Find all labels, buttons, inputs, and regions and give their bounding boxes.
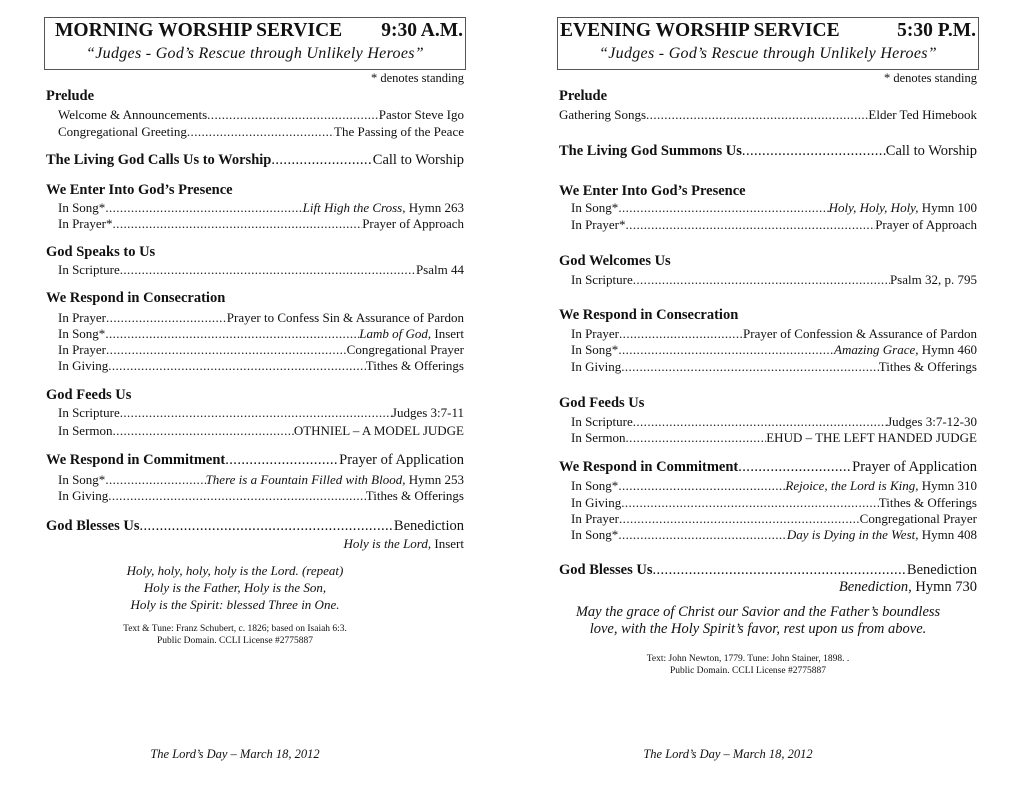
morning-hymn-line: Holy is the Father, Holy is the Son, (143, 580, 327, 595)
evening-call-to-worship: The Living God Summons Us ..... Call to Worship (559, 143, 977, 160)
evening-consecration-item: In Prayer ..... Prayer of Confession & Assurance of Pardon (571, 326, 977, 342)
evening-title: EVENING WORSHIP SERVICE (560, 20, 840, 41)
morning-title: MORNING WORSHIP SERVICE (55, 20, 343, 41)
evening-consecration-item: In Giving ..... Tithes & Offerings (571, 359, 977, 375)
morning-hymn-line: Holy, holy, holy, holy is the Lord. (repeat) (126, 563, 344, 578)
morning-prelude-heading: Prelude (46, 88, 95, 104)
morning-enter-heading: We Enter Into God’s Presence (46, 182, 233, 198)
evening-feeds-heading: God Feeds Us (559, 395, 645, 411)
evening-commitment-item: In Song* ..... Rejoice, the Lord is King, Hymn 310 (571, 478, 977, 494)
evening-feeds-item: In Sermon ..... EHUD – THE LEFT HANDED JUDGE (571, 430, 977, 446)
evening-consecration-item: In Song* ..... Amazing Grace, Hymn 460 (571, 342, 977, 358)
evening-commitment-item: In Prayer ..... Congregational Prayer (571, 511, 977, 527)
evening-commitment-item: In Song* ..... Day is Dying in the West, Hymn 408 (571, 527, 977, 543)
morning-benediction: God Blesses Us ..... Benediction (46, 518, 464, 535)
morning-feeds-item: In Sermon ..... OTHNIEL – A MODEL JUDGE (58, 423, 464, 439)
morning-consecration-item: In Prayer ..... Prayer to Confess Sin & Assurance of Pardon (58, 310, 464, 326)
evening-time: 5:30 P.M. (897, 20, 976, 41)
evening-benediction: God Blesses Us ..... Benediction (559, 562, 977, 579)
morning-commitment-item: In Song* ..... There is a Fountain Filled with Blood, Hymn 253 (58, 472, 464, 488)
evening-hymn-credit: Text: John Newton, 1779. Tune: John Stainer, 1898. . (646, 654, 850, 664)
evening-blessing-line: May the grace of Christ our Savior and the Father’s boundless (575, 604, 941, 620)
evening-commitment-heading: We Respond in Commitment ..... Prayer of Application (559, 459, 977, 476)
morning-footer-date: The Lord’s Day – March 18, 2012 (150, 747, 320, 761)
evening-consecration-heading: We Respond in Consecration (559, 307, 739, 323)
morning-consecration-item: In Song* ..... Lamb of God, Insert (58, 326, 464, 342)
evening-welcomes-item: In Scripture ..... Psalm 32, p. 795 (571, 272, 977, 288)
evening-blessing-line: love, with the Holy Spirit’s favor, rest upon us from above. (589, 621, 927, 637)
morning-standing-note: * denotes standing (370, 71, 464, 85)
morning-commitment-heading: We Respond in Commitment ..... Prayer of Application (46, 452, 464, 469)
evening-sermon-series: “Judges - God’s Rescue through Unlikely Heroes” (599, 45, 937, 62)
evening-header-box (557, 17, 979, 70)
evening-enter-item: In Song* ..... Holy, Holy, Holy, Hymn 100 (571, 200, 977, 216)
morning-call-to-worship: The Living God Calls Us to Worship ..... Call to Worship (46, 152, 464, 169)
morning-prelude-item: Welcome & Announcements ..... Pastor Steve Igo (58, 107, 464, 123)
morning-hymn-credit: Text & Tune: Franz Schubert, c. 1826; based on Isaiah 6:3. (123, 624, 347, 634)
morning-benediction-song: Holy is the Lord, Insert (343, 536, 464, 551)
evening-prelude-item: Gathering Songs ..... Elder Ted Himebook (559, 107, 977, 123)
morning-time: 9:30 A.M. (381, 20, 463, 41)
evening-enter-heading: We Enter Into God’s Presence (559, 183, 746, 199)
evening-footer-date: The Lord’s Day – March 18, 2012 (643, 747, 813, 761)
morning-enter-item: In Prayer* ..... Prayer of Approach (58, 216, 464, 232)
morning-feeds-heading: God Feeds Us (46, 387, 132, 403)
evening-feeds-item: In Scripture ..... Judges 3:7-12-30 (571, 414, 977, 430)
morning-consecration-heading: We Respond in Consecration (46, 290, 226, 306)
morning-speaks-item: In Scripture ..... Psalm 44 (58, 262, 464, 278)
morning-consecration-item: In Prayer ..... Congregational Prayer (58, 342, 464, 358)
morning-consecration-item: In Giving ..... Tithes & Offerings (58, 358, 464, 374)
morning-commitment-item: In Giving ..... Tithes & Offerings (58, 488, 464, 504)
evening-hymn-credit: Public Domain. CCLI License #2775887 (670, 666, 826, 676)
morning-hymn-line: Holy is the Spirit: blessed Three in One. (130, 597, 340, 612)
morning-enter-item: In Song* ..... Lift High the Cross, Hymn 263 (58, 200, 464, 216)
evening-benediction-song: Benediction, Hymn 730 (838, 579, 977, 595)
morning-prelude-item: Congregational Greeting ..... The Passing of the Peace (58, 124, 464, 140)
evening-standing-note: * denotes standing (883, 71, 977, 85)
morning-sermon-series: “Judges - God’s Rescue through Unlikely Heroes” (86, 45, 424, 62)
morning-hymn-credit: Public Domain. CCLI License #2775887 (157, 636, 313, 646)
evening-prelude-heading: Prelude (559, 88, 608, 104)
morning-speaks-heading: God Speaks to Us (46, 244, 156, 260)
evening-commitment-item: In Giving ..... Tithes & Offerings (571, 495, 977, 511)
morning-feeds-item: In Scripture ..... Judges 3:7-11 (58, 405, 464, 421)
evening-welcomes-heading: God Welcomes Us (559, 253, 671, 269)
morning-header-box (44, 17, 466, 70)
evening-enter-item: In Prayer* ..... Prayer of Approach (571, 217, 977, 233)
